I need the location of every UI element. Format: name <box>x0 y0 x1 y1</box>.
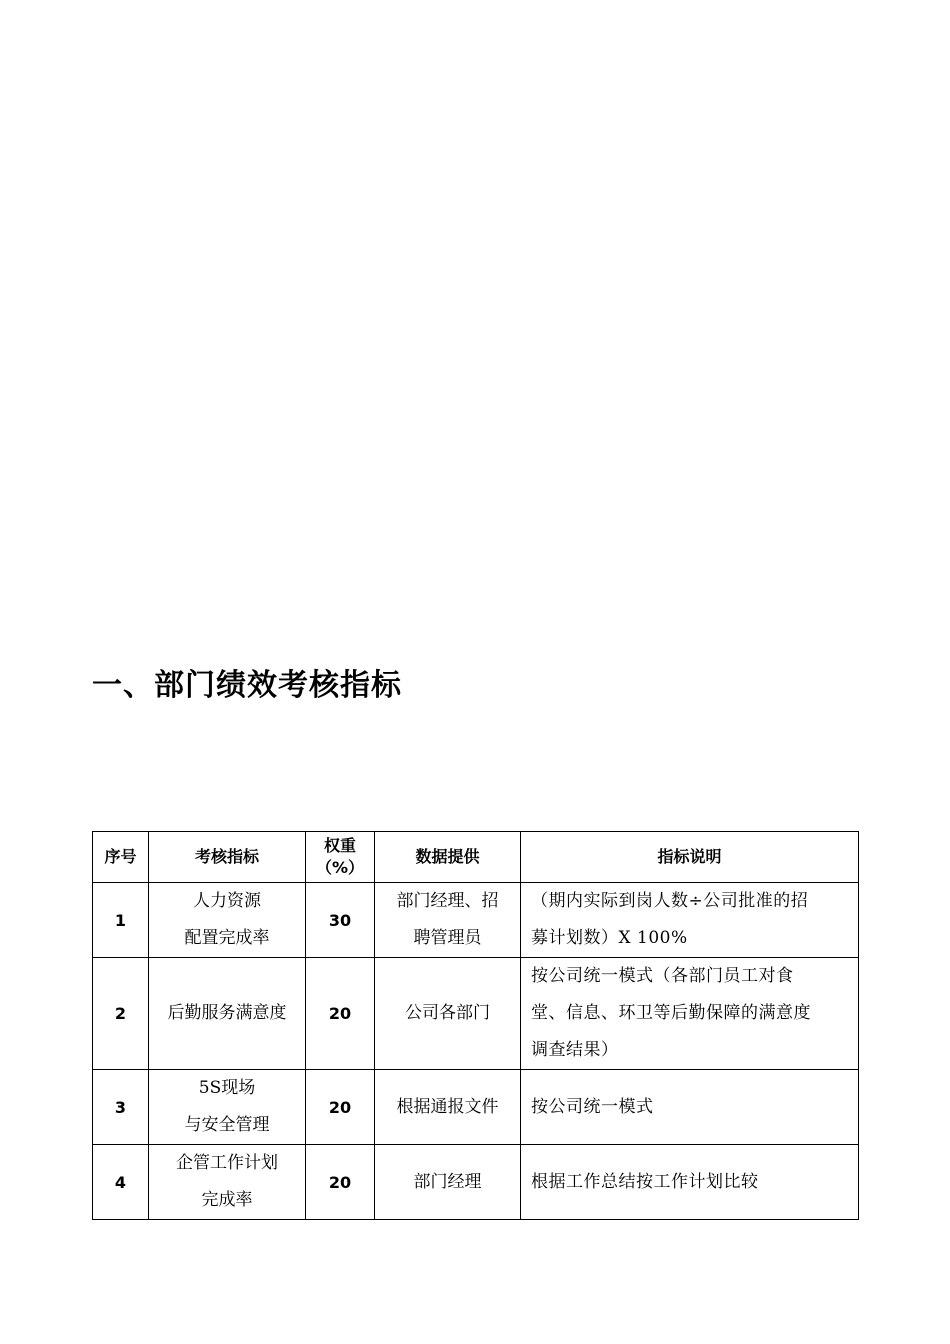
header-data-source: 数据提供 <box>375 832 521 883</box>
header-description: 指标说明 <box>521 832 859 883</box>
row-seq: 2 <box>93 958 149 1070</box>
header-weight-line1: 权重 <box>323 836 356 855</box>
row-data-source: 部门经理、招 聘管理员 <box>375 883 521 958</box>
row-weight: 20 <box>306 958 375 1070</box>
row-indicator: 人力资源 配置完成率 <box>149 883 306 958</box>
row-weight: 30 <box>306 883 375 958</box>
row-seq: 3 <box>93 1070 149 1145</box>
table-row <box>93 1070 859 1145</box>
table-row <box>93 1145 859 1220</box>
row-indicator: 企管工作计划 完成率 <box>149 1145 306 1220</box>
header-seq: 序号 <box>93 832 149 883</box>
row-description: 按公司统一模式 <box>521 1070 859 1145</box>
header-indicator: 考核指标 <box>149 832 306 883</box>
header-weight-line2: （%） <box>315 858 365 877</box>
row-description: 根据工作总结按工作计划比较 <box>521 1145 859 1220</box>
row-data-source: 根据通报文件 <box>375 1070 521 1145</box>
row-description: 按公司统一模式（各部门员工对食 堂、信息、环卫等后勤保障的满意度 调查结果） <box>521 958 859 1070</box>
header-weight <box>306 832 375 883</box>
row-weight: 20 <box>306 1070 375 1145</box>
row-seq: 1 <box>93 883 149 958</box>
row-weight: 20 <box>306 1145 375 1220</box>
row-indicator: 5S现场 与安全管理 <box>149 1070 306 1145</box>
table-header-row <box>93 832 859 883</box>
row-seq: 4 <box>93 1145 149 1220</box>
page-title: 一、部门绩效考核指标 <box>92 668 402 703</box>
table-row <box>93 958 859 1070</box>
row-description: （期内实际到岗人数÷公司批准的招 募计划数）X 100% <box>521 883 859 958</box>
kpi-table <box>92 831 859 1220</box>
row-data-source: 部门经理 <box>375 1145 521 1220</box>
table-row <box>93 883 859 958</box>
row-indicator: 后勤服务满意度 <box>149 958 306 1070</box>
row-data-source: 公司各部门 <box>375 958 521 1070</box>
